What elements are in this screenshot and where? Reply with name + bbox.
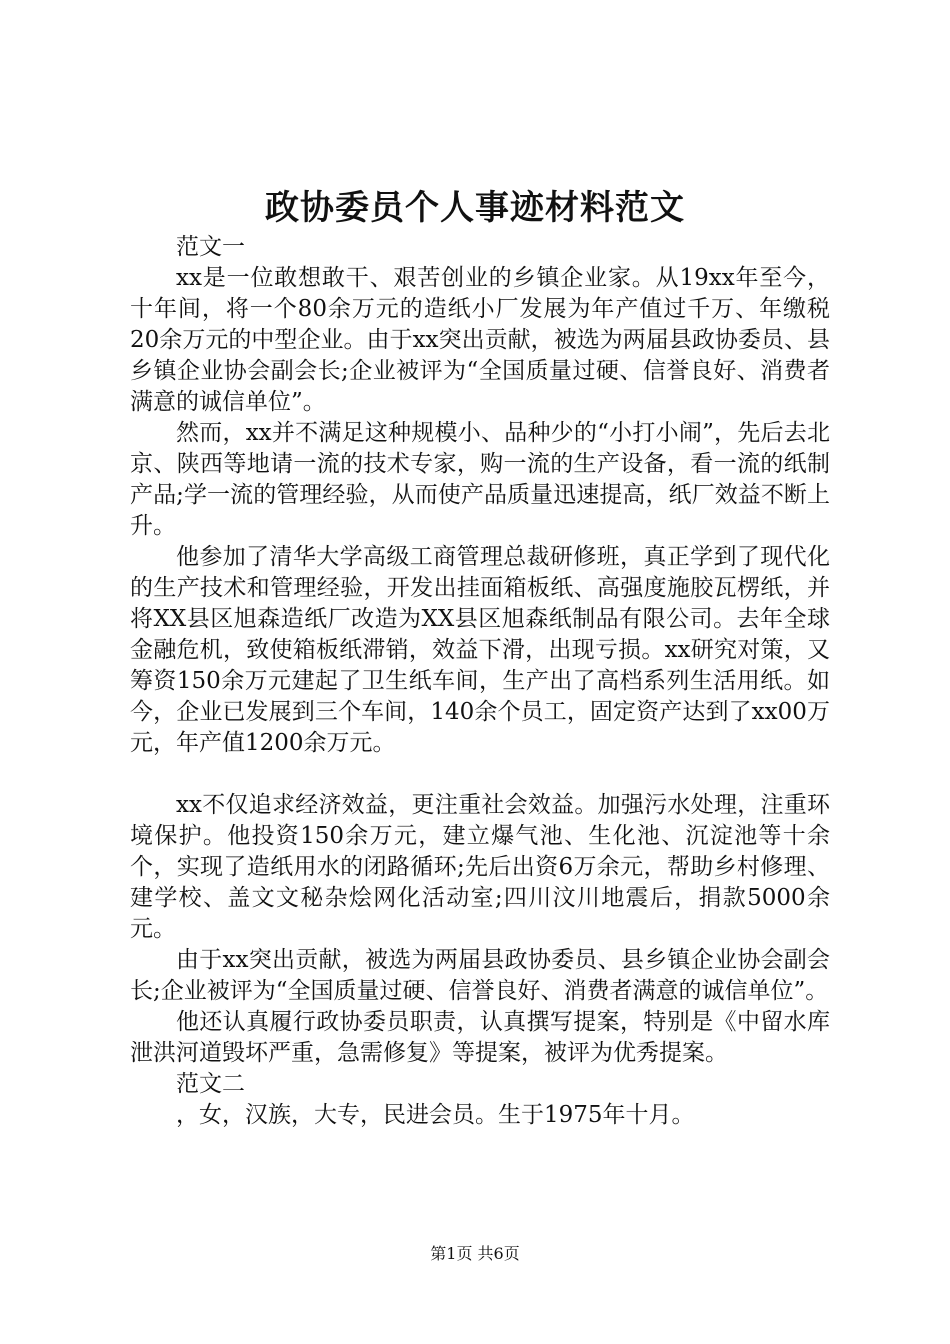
document-body bbox=[130, 232, 830, 1131]
section-heading-2: 范文二 bbox=[176, 1071, 245, 1097]
paragraph: 然而，xx并不满足这种规模小、品种少的“小打小闹”，先后去北京、陕西等地请一流的技术专家，购一流的生产设备，看一流的纸制产品;学一流的管理经验，从而使产品质量迅速提高，纸厂效益不断上升。 bbox=[130, 420, 830, 539]
paragraph: ，女，汉族，大专，民进会员。生于1975年十月。 bbox=[176, 1102, 695, 1128]
paragraph: xx不仅追求经济效益，更注重社会效益。加强污水处理，注重环境保护。他投资150余万元，建立爆气池、生化池、沉淀池等十余个，实现了造纸用水的闭路循环;先后出资6万余元，帮助乡村修理、建学校、盖文文秘杂烩网化活动室;四川汶川地震后，捐款5000余元。 bbox=[130, 792, 830, 942]
paragraph: xx是一位敢想敢干、艰苦创业的乡镇企业家。从19xx年至今，十年间，将一个80余万元的造纸小厂发展为年产值过千万、年缴税20余万元的中型企业。由于xx突出贡献，被选为两届县政协委员、县乡镇企业协会副会长;企业被评为“全国质量过硬、信誉良好、消费者满意的诚信单位”。 bbox=[130, 265, 830, 415]
paragraph: 他还认真履行政协委员职责，认真撰写提案，特别是《中留水库泄洪河道毁坏严重，急需修复》等提案，被评为优秀提案。 bbox=[130, 1009, 830, 1066]
paragraph: 他参加了清华大学高级工商管理总裁研修班，真正学到了现代化的生产技术和管理经验，开发出挂面箱板纸、高强度施胶瓦楞纸，并将XX县区旭森造纸厂改造为XX县区旭森纸制品有限公司。去年全球金融危机，致使箱板纸滞销，效益下滑，出现亏损。xx研究对策，又筹资150余万元建起了卫生纸车间，生产出了高档系列生活用纸。如今，企业已发展到三个车间，140余个员工，固定资产达到了xx00万元，年产值1200余万元。 bbox=[130, 544, 830, 756]
page-footer: 第1页 共6页 bbox=[430, 1244, 520, 1263]
section-heading-1: 范文一 bbox=[176, 234, 245, 260]
document-title: 政协委员个人事迹材料范文 bbox=[265, 188, 685, 228]
paragraph: 由于xx突出贡献，被选为两届县政协委员、县乡镇企业协会副会长;企业被评为“全国质量过硬、信誉良好、消费者满意的诚信单位”。 bbox=[130, 947, 830, 1004]
